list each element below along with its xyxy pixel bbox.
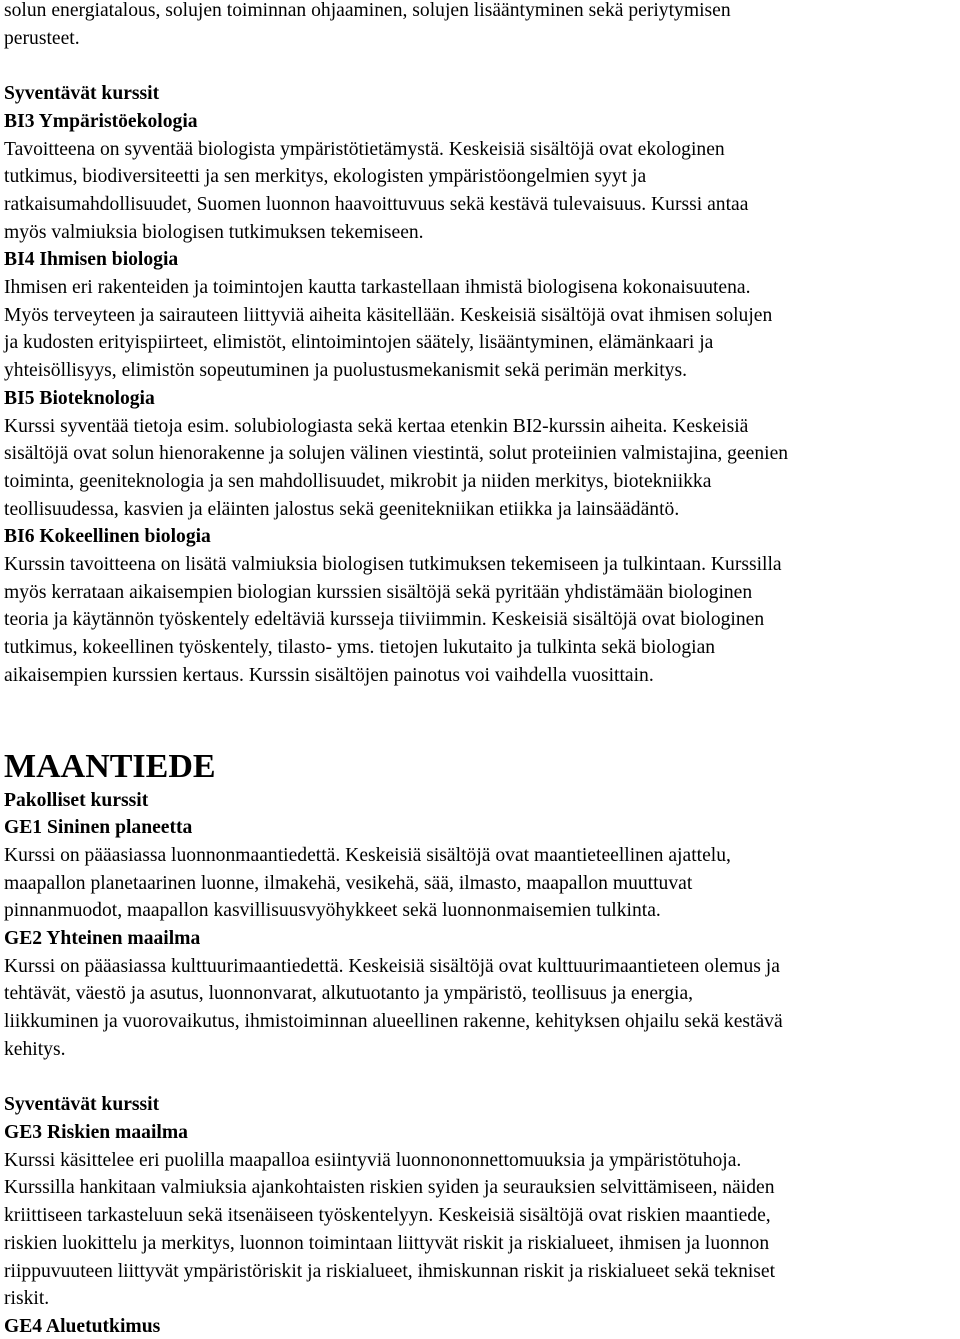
text-line: Tavoitteena on syventää biologista ympäristötietämystä. Keskeisiä sisältöjä ovat ekologinen [4,138,725,160]
course-bi3 [4,108,960,247]
course-title: BI5 Bioteknologia [4,387,155,409]
text-line: maapallon planetaarinen luonne, ilmakehä, vesikehä, sää, ilmasto, maapallon muuttuvat [4,872,693,894]
text-line: sisältöjä ovat solun hienorakenne ja solujen välinen viestintä, solut proteiinien valmistajina, geenien [4,443,789,465]
section-label: Pakolliset kurssit [4,789,149,811]
text-line: kriittiseen tarkasteluun sekä itsenäiseen työskentelyyn. Keskeisiä sisältöjä ovat riskien maantiede, [4,1205,771,1227]
text-line: Kurssin tavoitteena on lisätä valmiuksia biologisen tutkimuksen tekemiseen ja tulkintaan. Kurssilla [4,554,782,576]
course-bi6 [4,523,960,689]
course-title: BI6 Kokeellinen biologia [4,526,211,548]
section-label: Syventävät kurssit [4,1094,160,1116]
text-line: myös valmiuksia biologisen tutkimuksen tekemiseen. [4,221,424,243]
text-line: riskien luokittelu ja merkitys, luonnon toimintaan liittyvät riskit ja riskialueet, ihmisen ja luonnon [4,1232,770,1254]
text-line: teoria ja käytännön työskentely edeltäviä kursseja tiiviimmin. Keskeisiä sisältöjä ovat biologinen [4,609,765,631]
course-bi4 [4,246,960,385]
text-line: perusteet. [4,27,80,49]
spacer [4,52,960,80]
text-line: riskit. [4,1288,50,1310]
text-line: myös kerrataan aikaisempien biologian kurssien sisältöjä sekä pyritään yhdistämään biologinen [4,581,753,603]
intro-paragraph [4,0,960,52]
text-line: aikaisempien kurssien kertaus. Kurssin sisältöjen painotus voi vaihdella vuosittain. [4,664,654,686]
section-label: Syventävät kurssit [4,83,160,105]
geography-section [4,745,960,1339]
text-line: toiminta, geeniteknologia ja sen mahdollisuudet, mikrobit ja niiden merkitys, biotekniikka [4,470,712,492]
course-bi5 [4,385,960,524]
text-line: Kurssi on pääasiassa luonnonmaantiedettä. Keskeisiä sisältöjä ovat maantieteellinen ajattelu, [4,844,731,866]
course-ge3 [4,1119,960,1313]
biology-advanced-section [4,80,960,689]
course-title: GE4 Aluetutkimus [4,1315,161,1337]
course-title: BI4 Ihmisen biologia [4,249,179,271]
text-line: riippuvuuteen liittyvät ympäristöriskit ja riskialueet, ihmiskunnan riskit ja riskialueet sekä tekniset [4,1260,776,1282]
spacer [4,690,960,745]
text-line: Ihmisen eri rakenteiden ja toimintojen kautta tarkastellaan ihmistä biologisena kokonaisuutena. [4,277,751,299]
course-title: GE2 Yhteinen maailma [4,928,201,950]
text-line: tehtävät, väestö ja asutus, luonnonvarat, alkutuotanto ja ympäristö, teollisuus ja energia, [4,983,694,1005]
text-line: Kurssi käsittelee eri puolilla maapalloa esiintyviä luonnononnettomuuksia ja ympäristötuhoja. [4,1149,742,1171]
text-line: pinnanmuodot, maapallon kasvillisuusvyöhykkeet sekä luonnonmaisemien tulkinta. [4,900,661,922]
text-line: tutkimus, kokeellinen työskentely, tilasto- yms. tietojen lukutaito ja tulkinta sekä biologian [4,637,716,659]
course-title: GE3 Riskien maailma [4,1121,188,1143]
text-line: Myös terveyteen ja sairauteen liittyviä aiheita käsitellään. Keskeisiä sisältöjä ovat ihmisen solujen [4,304,773,326]
text-line: teollisuudessa, kasvien ja eläinten jalostus sekä geenitekniikan etiikka ja lainsäädäntö. [4,498,680,520]
course-title: BI3 Ympäristöekologia [4,110,198,132]
text-line: solun energiatalous, solujen toiminnan ohjaaminen, solujen lisääntyminen sekä periytymisen [4,0,731,21]
text-line: kehitys. [4,1038,66,1060]
text-line: tutkimus, biodiversiteetti ja sen merkitys, ekologisten ympäristöongelmien syyt ja [4,166,647,188]
text-line: ja kudosten erityispiirteet, elimistöt, elintoimintojen säätely, lisääntyminen, elämänkaari ja [4,332,714,354]
text-line: Kurssilla hankitaan valmiuksia ajankohtaisten riskien syiden ja seurauksien selvittämiseen, näiden [4,1177,775,1199]
course-ge2 [4,925,960,1064]
text-line: Kurssi syventää tietoja esim. solubiologiasta sekä kertaa etenkin BI2-kurssin aiheita. Keskeisiä [4,415,749,437]
subject-title: MAANTIEDE [4,747,216,785]
text-line: ratkaisumahdollisuudet, Suomen luonnon haavoittuvuus sekä kestävä tulevaisuus. Kurssi antaa [4,193,749,215]
course-ge4 [4,1313,960,1339]
text-line: liikkuminen ja vuorovaikutus, ihmistoiminnan alueellinen rakenne, kehityksen ohjailu sekä kestävä [4,1011,783,1033]
course-ge1 [4,814,960,925]
text-line: Kurssi on pääasiassa kulttuurimaantiedettä. Keskeisiä sisältöjä ovat kulttuurimaantieteen olemus ja [4,955,780,977]
text-line: yhteisöllisyys, elimistön sopeutuminen ja puolustusmekanismit sekä perimän merkitys. [4,360,687,382]
course-title: GE1 Sininen planeetta [4,817,193,839]
spacer [4,1064,960,1092]
